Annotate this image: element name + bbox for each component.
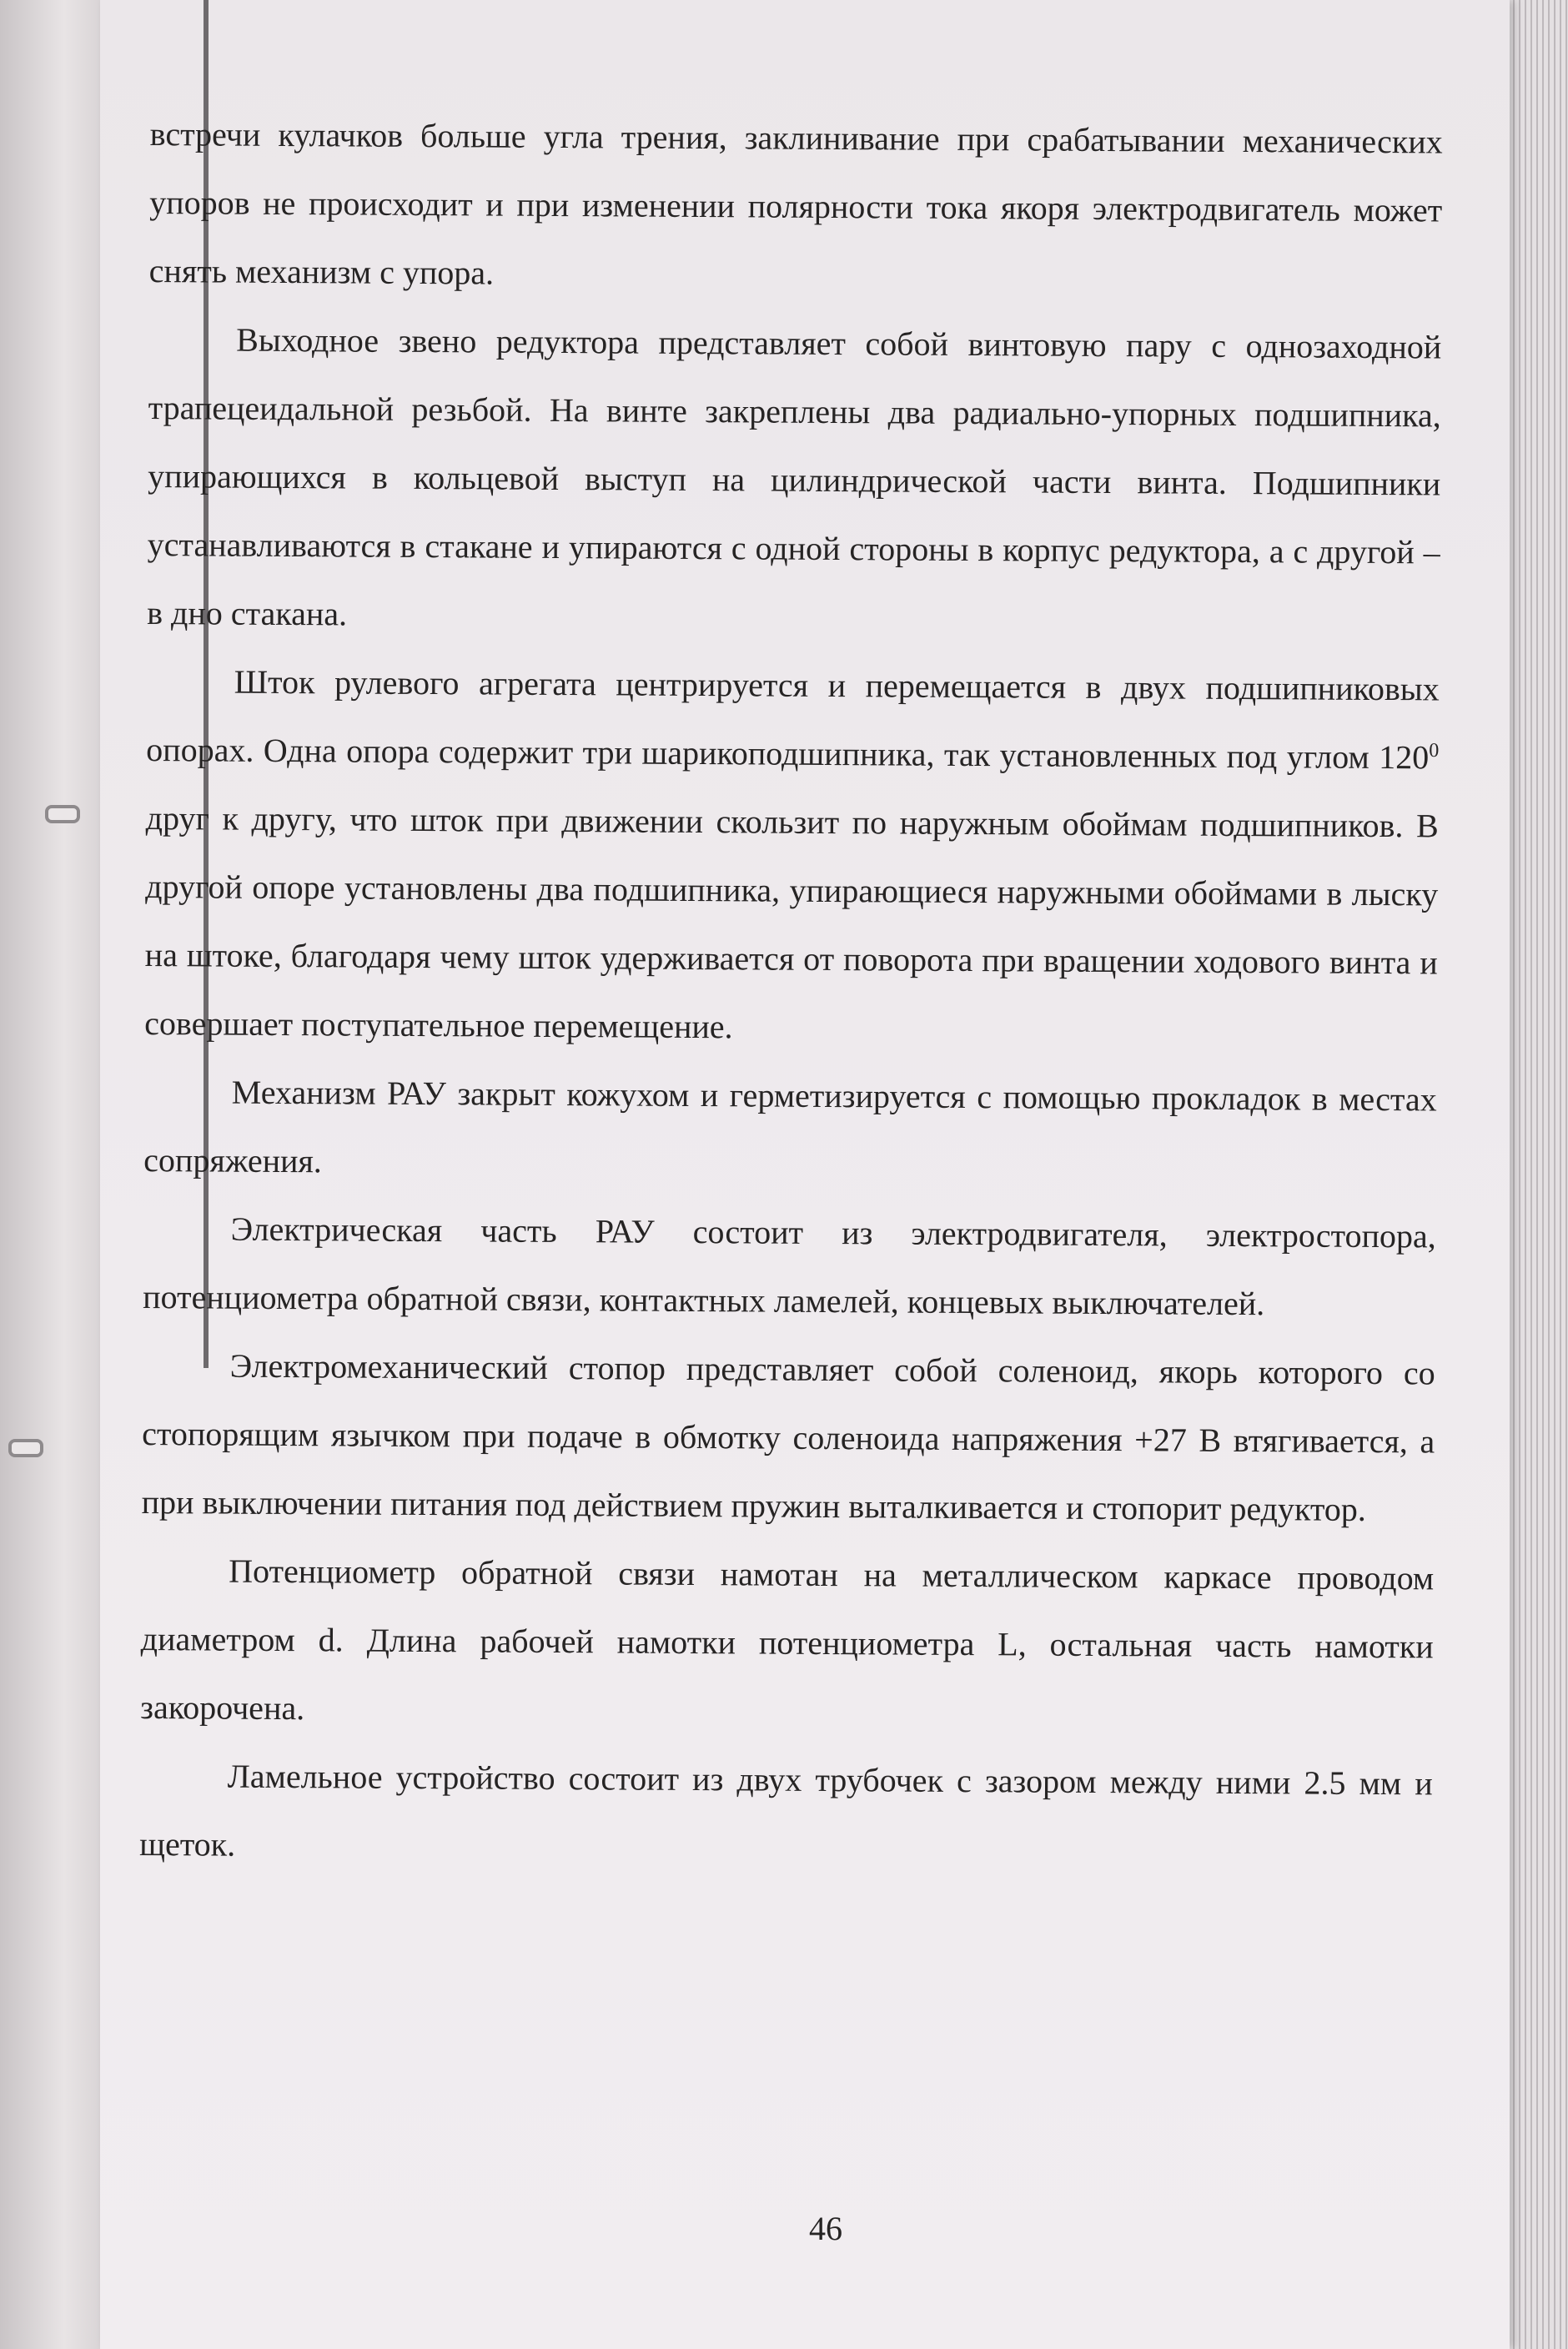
- paragraph-3-after: друг к другу, что шток при движении скользит по наружным обоймам подшипников. В другой опоре установлены два подшипника, упирающиеся наружными обоймами в лыску на штоке, благодаря чему шток удерживается от поворота при вращении ходового винта и совершает поступательное перемещение.: [144, 798, 1439, 1046]
- paragraph-2: Выходное звено редуктора представляет собой винтовую пару с однозаходной трапецеидальной резьбой. На винте закреплены два радиально-упорных подшипника, упирающихся в кольцевой выступ на цилиндрической части винта. Подшипники устанавливаются в стакане и упираются с одной стороны в корпус редуктора, а с другой – в дно стакана.: [147, 320, 1442, 633]
- page-number: 46: [809, 2210, 842, 2247]
- staple-icon: [8, 1439, 43, 1457]
- paragraph-3-before: Шток рулевого агрегата центрируется и перемещается в двух подшипниковых опорах. Одна опора содержит три шарикоподшипника, так установленных под углом 120: [146, 662, 1440, 777]
- paragraph-7: Потенциометр обратной связи намотан на металлическом каркасе проводом диаметром d. Длина рабочей намотки потенциометра L, остальная часть намотки закорочена.: [140, 1552, 1435, 1728]
- paragraph-3: [144, 647, 1440, 1065]
- degree-superscript: 0: [1429, 740, 1440, 762]
- paragraph-4: Механизм РАУ закрыт кожухом и герметизируется с помощью прокладок в местах сопряжения.: [143, 1073, 1437, 1180]
- document-page: [100, 0, 1510, 2349]
- paragraph-6: Электромеханический стопор представляет собой соленоид, якорь которого со стопорящим язычком при подаче в обмотку соленоида напряжения +27 В втягивается, а при выключении питания под действием пружин выталкивается и стопорит редуктор.: [141, 1346, 1435, 1528]
- binder-edge-panel: [0, 0, 107, 2349]
- paragraph-8: Ламельное устройство состоит из двух трубочек с зазором между ними 2.5 мм и щеток.: [139, 1757, 1433, 1864]
- staple-icon: [45, 805, 80, 823]
- paragraph-1: встречи кулачков больше угла трения, заклинивание при срабатывании механических упоров не происходит и при изменении полярности тока якоря электродвигатель может снять механизм с упора.: [148, 114, 1443, 292]
- paragraph-5: Электрическая часть РАУ состоит из электродвигателя, электростопора, потенциометра обратной связи, контактных ламелей, концевых выключателей.: [143, 1210, 1436, 1323]
- page-body: [139, 100, 1443, 1886]
